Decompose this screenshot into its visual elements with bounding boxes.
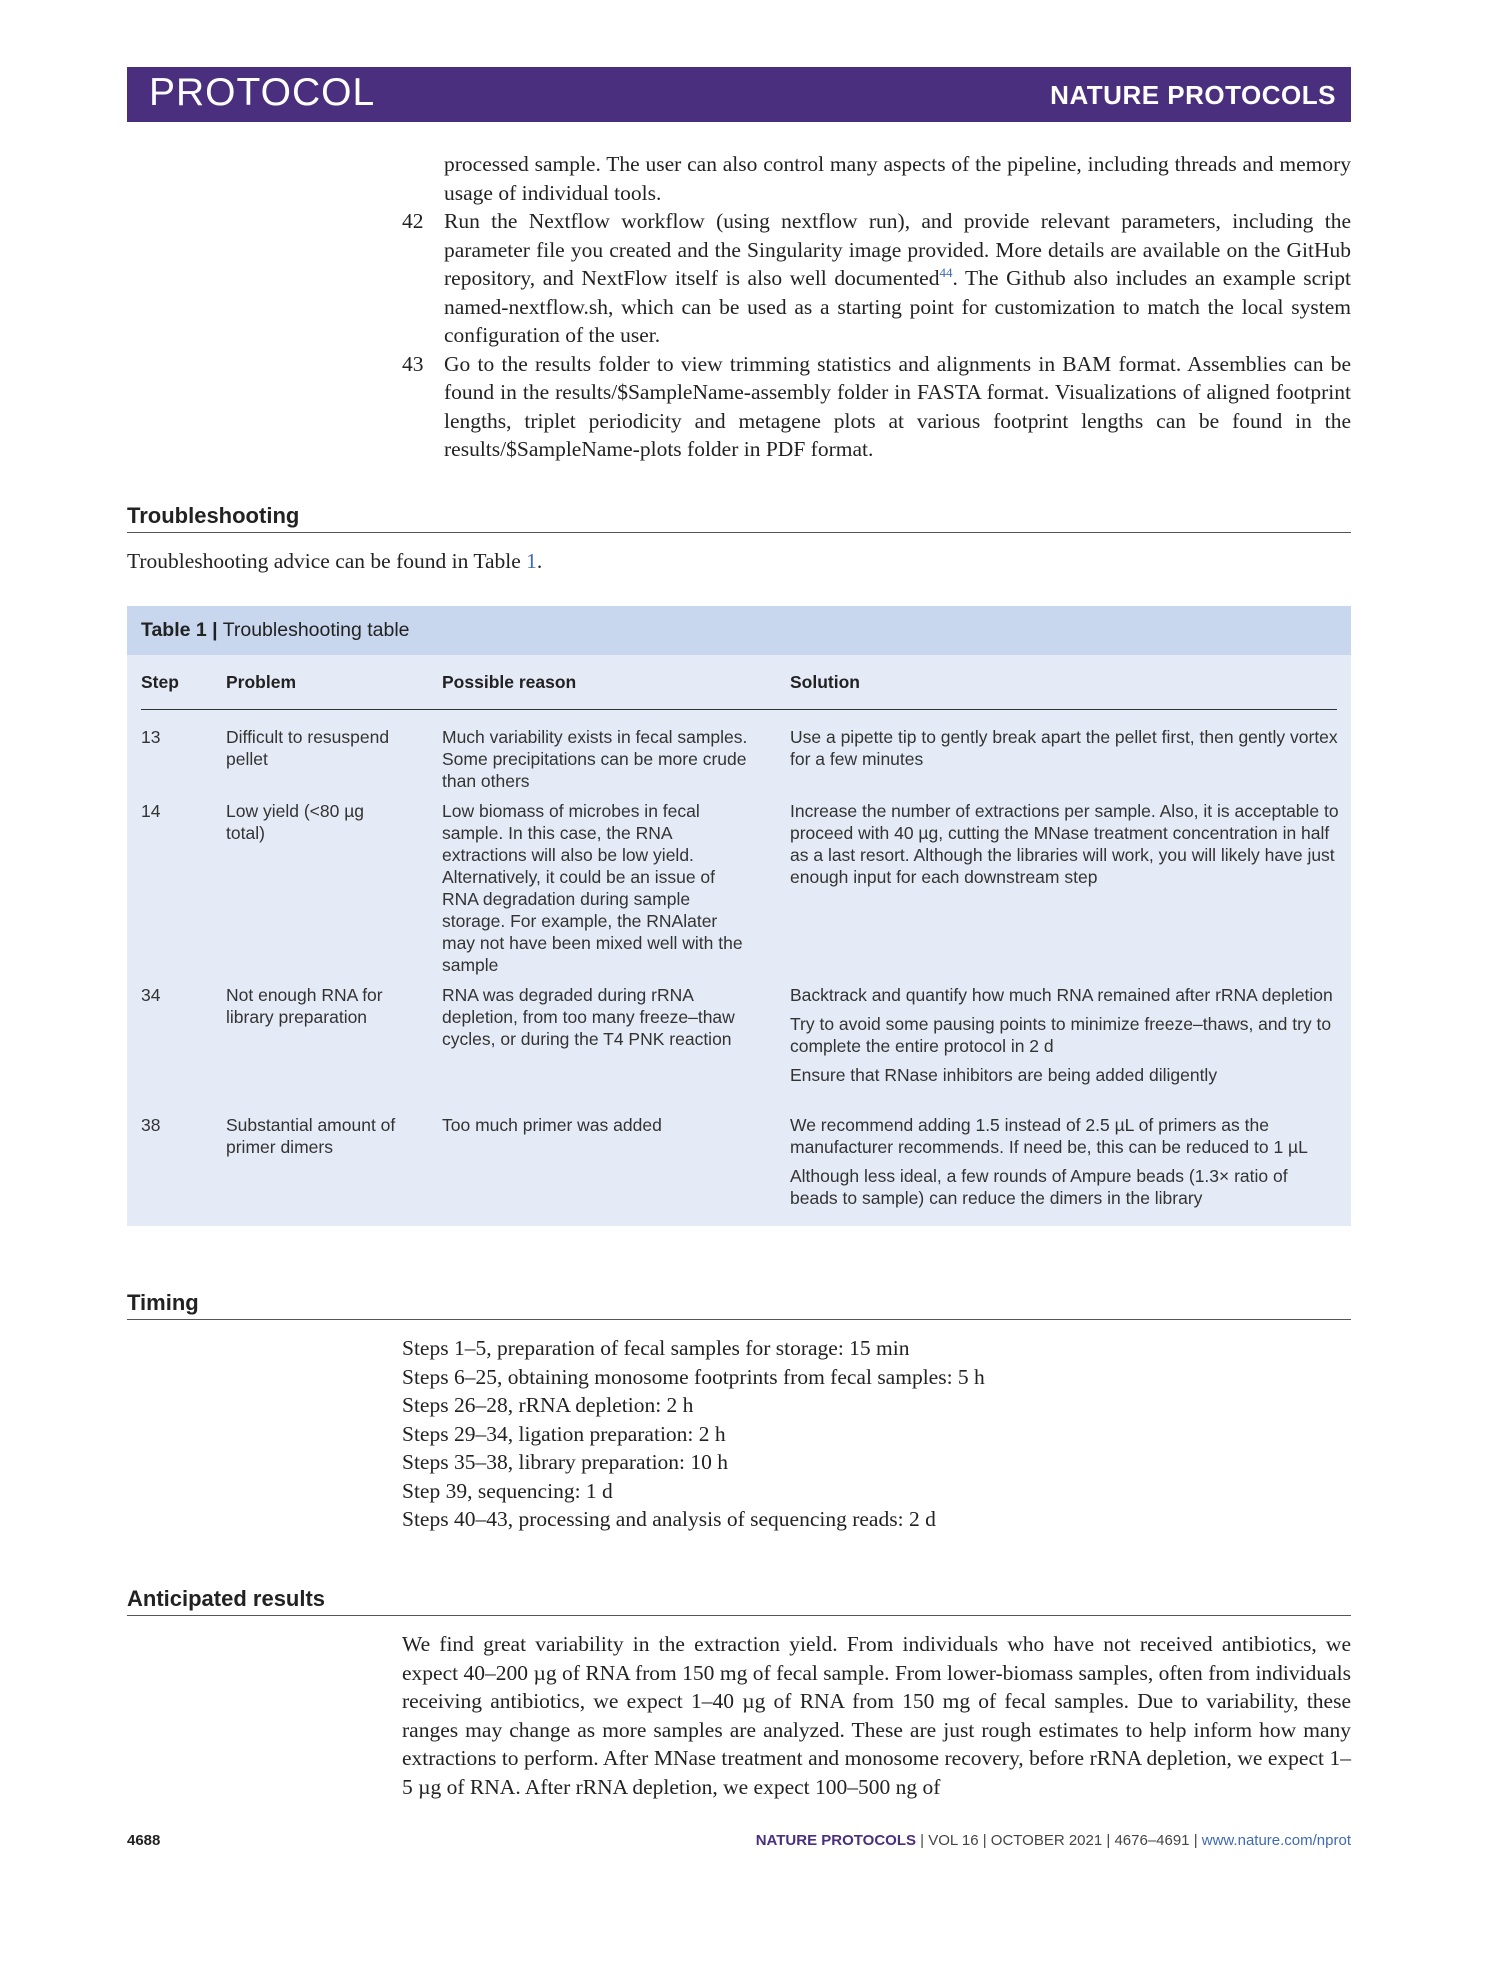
solution-text: Backtrack and quantify how much RNA remained after rRNA depletion	[790, 985, 1333, 1005]
solution-text: Try to avoid some pausing points to minimize freeze–thaws, and try to complete the entire protocol in 2 d	[790, 1014, 1332, 1056]
step-42-text-a: Run the Nextflow workflow (using nextflow run), and provide relevant parameters, including the parameter file you created and the Singularity image provided. More details are available on the GitHub repository, and NextFlow itself is also well documented	[444, 209, 1351, 290]
step-42-text-b: . The Github also includes an example script named-nextflow.sh, which can be used as a starting point for customization to match the local system configuration of the user.	[444, 266, 1351, 347]
table-cell-step: 13	[141, 727, 161, 747]
timing-line: Steps 1–5, preparation of fecal samples for storage: 15 min	[402, 1336, 910, 1360]
reference-link[interactable]: 44	[939, 265, 953, 280]
section-heading-timing: Timing	[127, 1290, 1351, 1320]
step-42	[402, 207, 1351, 350]
table-cell-solution	[790, 1114, 1340, 1216]
solution-text: Although less ideal, a few rounds of Ampure beads (1.3× ratio of beads to sample) can reduce the dimers in the library	[790, 1166, 1288, 1208]
anticipated-results-text: We find great variability in the extraction yield. From individuals who have not received antibiotics, we expect 40–200 µg of RNA from 150 mg of fecal sample. From lower-biomass samples, often from individuals receiving antibiotics, we expect 1–40 µg of RNA from 150 mg of fecal samples. Due to variability, these ranges may change as more samples are analyzed. These are just rough estimates to help inform how many extractions to perform. After MNase treatment and monosome recovery, before rRNA depletion, we expect 1–5 µg of RNA. After rRNA depletion, we expect 100–500 ng of	[402, 1632, 1351, 1799]
header-section-label: PROTOCOL	[149, 71, 376, 114]
page-number: 4688	[127, 1832, 161, 1849]
header-journal-name: NATURE PROTOCOLS	[1050, 80, 1336, 110]
section-heading-troubleshooting: Troubleshooting	[127, 503, 1351, 533]
footer-citation	[756, 1832, 1351, 1849]
timing-line: Steps 26–28, rRNA depletion: 2 h	[402, 1393, 694, 1417]
table-cell-solution	[790, 984, 1340, 1093]
step-number: 43	[402, 351, 424, 376]
step-43	[402, 350, 1351, 464]
step-continuation-text: processed sample. The user can also control many aspects of the pipeline, including threads and memory usage of individual tools.	[444, 152, 1351, 205]
table-cell-reason: RNA was degraded during rRNA depletion, from too many freeze–thaw cycles, or during the T4 PNK reaction	[442, 985, 735, 1049]
table-cell-problem: Low yield (<80 µg total)	[226, 801, 365, 843]
col-header-problem: Problem	[226, 672, 297, 692]
table-cell-solution	[790, 726, 1340, 777]
col-header-solution: Solution	[790, 672, 860, 692]
table-cell-step: 14	[141, 801, 161, 821]
header-bar	[127, 67, 1351, 122]
timing-line: Steps 40–43, processing and analysis of sequencing reads: 2 d	[402, 1507, 936, 1531]
table-cell-problem: Difficult to resuspend pellet	[226, 727, 390, 769]
table-link[interactable]: 1	[526, 549, 537, 573]
table-cell-solution	[790, 800, 1340, 895]
col-header-reason: Possible reason	[442, 672, 577, 692]
solution-text: Ensure that RNase inhibitors are being added diligently	[790, 1065, 1218, 1085]
solution-text: Increase the number of extractions per sample. Also, it is acceptable to proceed with 40 µg, cutting the MNase treatment concentration in half as a last resort. Although the libraries will work, you will likely have just enough input for each downstream step	[790, 801, 1339, 887]
table-cell-reason: Low biomass of microbes in fecal sample. In this case, the RNA extractions will also be low yield. Alternatively, it could be an issue of RNA degradation during sample storage. For example, the RNAlater may not have been mixed well with the sample	[442, 801, 743, 975]
footer-journal: NATURE PROTOCOLS	[755, 1832, 916, 1849]
table-title: Troubleshooting table	[217, 619, 410, 641]
table-cell-problem: Not enough RNA for library preparation	[226, 985, 383, 1027]
table-number: Table 1 |	[141, 619, 218, 641]
troubleshooting-table	[127, 606, 1351, 1226]
table-cell-step: 38	[141, 1115, 161, 1135]
timing-line: Steps 35–38, library preparation: 10 h	[402, 1450, 729, 1474]
step-number: 42	[402, 209, 424, 233]
section-heading-anticipated-results: Anticipated results	[127, 1586, 1351, 1616]
solution-text: We recommend adding 1.5 instead of 2.5 µL of primers as the manufacturer recommends. If need be, this can be reduced to 1 µL	[790, 1115, 1308, 1157]
header-rule	[141, 709, 1337, 710]
intro-text: Troubleshooting advice can be found in Table	[127, 549, 527, 573]
table-cell-problem: Substantial amount of primer dimers	[226, 1115, 396, 1157]
table-cell-step: 34	[141, 985, 161, 1005]
footer-volume: | VOL 16 | OCTOBER 2021 | 4676–4691 |	[916, 1832, 1202, 1849]
intro-end: .	[536, 549, 543, 573]
protocol-steps	[402, 150, 1351, 464]
table-cell-reason: Too much primer was added	[442, 1115, 662, 1135]
step-continuation	[402, 150, 1351, 207]
footer-url-link[interactable]: www.nature.com/nprot	[1201, 1832, 1351, 1849]
timing-line: Steps 6–25, obtaining monosome footprints from fecal samples: 5 h	[402, 1364, 985, 1389]
step-43-text: Go to the results folder to view trimming statistics and alignments in BAM format. Assemblies can be found in the results/$SampleName-assembly folder in FASTA format. Visualizations of aligned footprint lengths, triplet periodicity and metagene plots at various footprint lengths can be found in the results/$SampleName-plots folder in PDF format.	[444, 351, 1351, 461]
table-caption	[127, 606, 1351, 655]
solution-text: Use a pipette tip to gently break apart the pellet first, then gently vortex for a few minutes	[790, 727, 1338, 769]
timing-line: Steps 29–34, ligation preparation: 2 h	[402, 1421, 726, 1446]
table-cell-reason: Much variability exists in fecal samples. Some precipitations can be more crude than others	[442, 727, 748, 791]
timing-line: Step 39, sequencing: 1 d	[402, 1478, 613, 1503]
timing-list	[402, 1334, 985, 1534]
troubleshooting-intro	[127, 547, 542, 576]
col-header-step: Step	[141, 672, 179, 692]
